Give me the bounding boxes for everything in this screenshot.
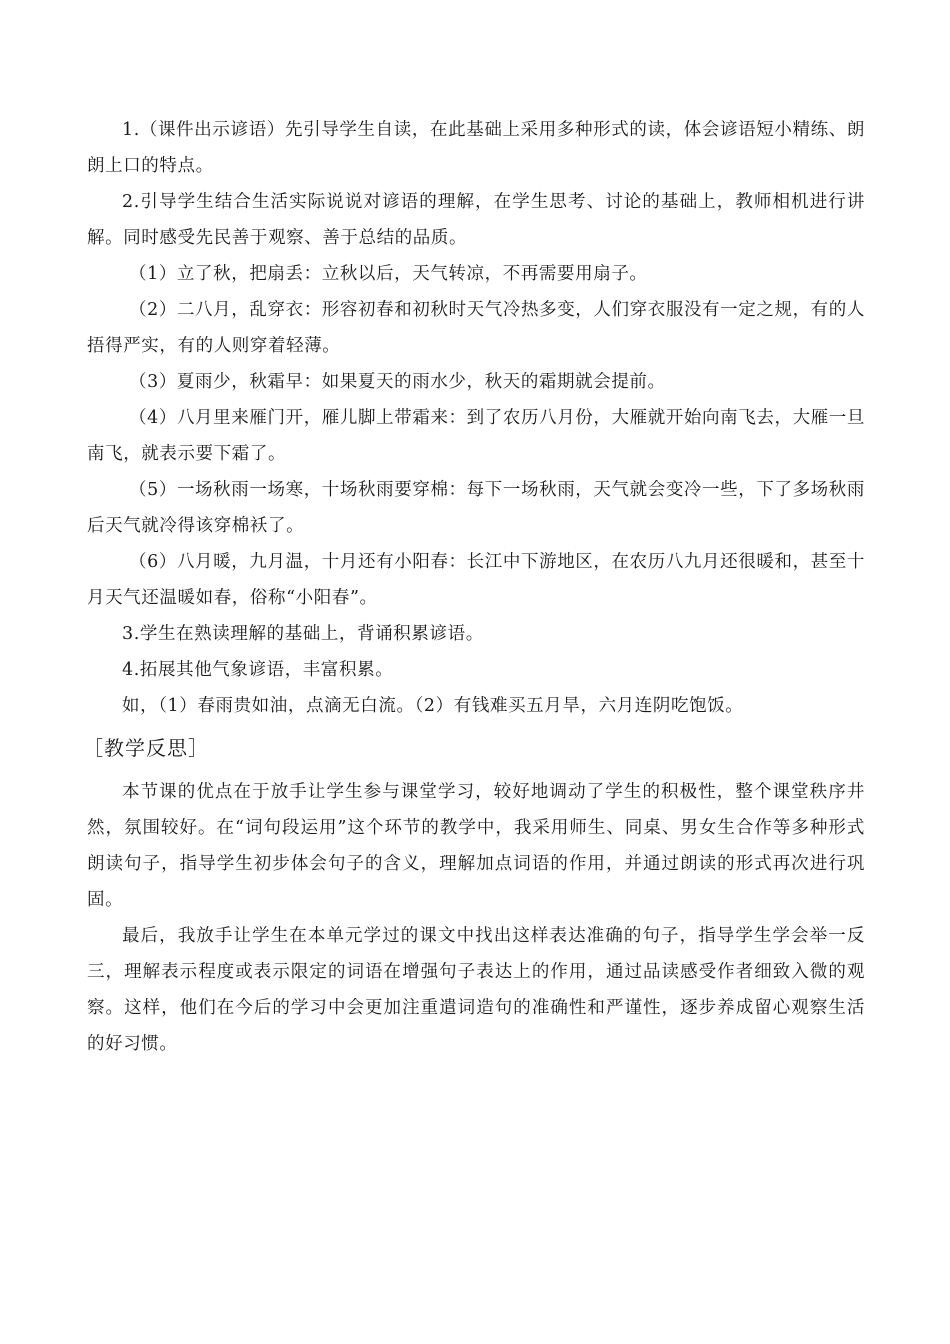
proverb-1: （1）立了秋，把扇丢：立秋以后，天气转凉，不再需要用扇子。: [129, 264, 648, 284]
step-2: 2.引导学生结合生活实际说说对谚语的理解，在学生思考、讨论的基础上，教师相机进行讲解。同时感受先民善于观察、善于总结的品质。: [87, 192, 865, 248]
step-3: 3.学生在熟读理解的基础上，背诵积累谚语。: [122, 624, 484, 644]
reflection-heading: ［教学反思］: [83, 736, 209, 760]
step-1: 1.（课件出示谚语）先引导学生自读，在此基础上采用多种形式的读，体会谚语短小精练、朗朗上口的特点。: [87, 120, 865, 176]
proverb-3: （3）夏雨少，秋霜早：如果夏天的雨水少，秋天的霜期就会提前。: [129, 372, 666, 392]
proverb-6: （6）八月暖，九月温，十月还有小阳春：长江中下游地区，在农历八九月还很暖和，甚至十月天气还温暖如春，俗称“小阳春”。: [87, 552, 865, 608]
proverb-4: （4）八月里来雁门开，雁儿脚上带霜来：到了农历八月份，大雁就开始向南飞去，大雁一旦南飞，就表示要下霜了。: [87, 408, 865, 464]
reflection-paragraph-2: 最后，我放手让学生在本单元学过的课文中找出这样表达准确的句子，指导学生学会举一反三，理解表示程度或表示限定的词语在增强句子表达上的作用，通过品读感受作者细致入微的观察。这样，他们在今后的学习中会更加注重遣词造句的准确性和严谨性，逐步养成留心观察生活的好习惯。: [87, 926, 865, 1054]
extension-examples: 如，（1）春雨贵如油，点滴无白流。（2）有钱难买五月旱，六月连阴吃饱饭。: [122, 696, 744, 716]
proverb-5: （5）一场秋雨一场寒，十场秋雨要穿棉：每下一场秋雨，天气就会变冷一些，下了多场秋雨后天气就冷得该穿棉袄了。: [87, 480, 865, 536]
proverb-2: （2）二八月，乱穿衣：形容初春和初秋时天气冷热多变，人们穿衣服没有一定之规，有的人捂得严实，有的人则穿着轻薄。: [87, 300, 865, 356]
reflection-paragraph-1: 本节课的优点在于放手让学生参与课堂学习，较好地调动了学生的积极性，整个课堂秩序井然，氛围较好。在“词句段运用”这个环节的教学中，我采用师生、同桌、男女生合作等多种形式朗读句子，指导学生初步体会句子的含义，理解加点词语的作用，并通过朗读的形式再次进行巩固。: [87, 782, 865, 910]
document-page: [83, 112, 865, 1062]
step-4: 4.拓展其他气象谚语，丰富积累。: [122, 660, 394, 680]
